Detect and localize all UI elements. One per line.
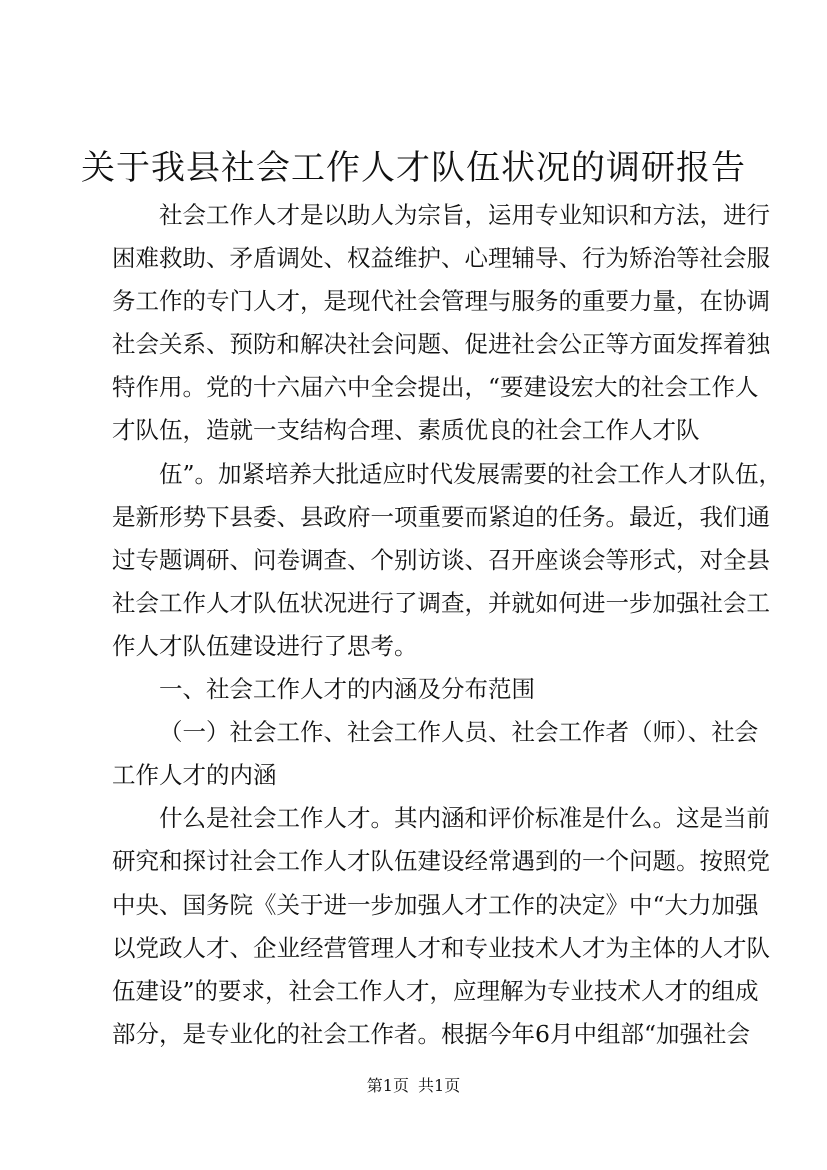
paragraph-line: 困难救助、矛盾调处、权益维护、心理辅导、行为矫治等社会服	[112, 244, 770, 273]
paragraph-line: 社会工作人才队伍状况进行了调查，并就如何进一步加强社会工	[112, 588, 770, 617]
paragraph-line: 中央、国务院《关于进一步加强人才工作的决定》中“大力加强	[112, 890, 759, 919]
paragraph-line: 研究和探讨社会工作人才队伍建设经常遇到的一个问题。按照党	[112, 847, 770, 876]
paragraph-line: 以党政人才、企业经营管理人才和专业技术人才为主体的人才队	[112, 933, 770, 962]
subsection-heading: 工作人才的内涵	[112, 761, 277, 790]
paragraph-line: 务工作的专门人才，是现代社会管理与服务的重要力量，在协调	[112, 287, 770, 316]
paragraph-line: 伍”。加紧培养大批适应时代发展需要的社会工作人才队伍，	[159, 459, 783, 488]
paragraph-line: 社会工作人才是以助人为宗旨，运用专业知识和方法，进行	[159, 201, 770, 229]
paragraph-line: 伍建设”的要求，社会工作人才，应理解为专业技术人才的组成	[112, 976, 759, 1005]
subsection-heading: （一）社会工作、社会工作人员、社会工作者（师）、社会	[159, 718, 759, 747]
paragraph-line: 特作用。党的十六届六中全会提出，“要建设宏大的社会工作人	[112, 373, 759, 402]
section-heading: 一、社会工作人才的内涵及分布范围	[159, 675, 535, 704]
paragraph-line: 作人才队伍建设进行了思考。	[112, 631, 418, 660]
document-body	[112, 194, 783, 1056]
paragraph-line: 才队伍，造就一支结构合理、素质优良的社会工作人才队	[112, 416, 700, 445]
page-number: 第1页	[366, 1076, 409, 1095]
paragraph-line: 是新形势下县委、县政府一项重要而紧迫的任务。最近，我们通	[112, 502, 770, 531]
paragraph-line: 什么是社会工作人才。其内涵和评价标准是什么。这是当前	[159, 804, 770, 833]
page-total: 共1页	[418, 1076, 461, 1095]
paragraph-line: 社会关系、预防和解决社会问题、促进社会公正等方面发挥着独	[112, 330, 770, 359]
page-footer	[0, 1076, 827, 1096]
document-title: 关于我县社会工作人才队伍状况的调研报告	[81, 148, 746, 188]
paragraph-line: 过专题调研、问卷调查、个别访谈、召开座谈会等形式，对全县	[112, 545, 770, 574]
paragraph-line: 部分，是专业化的社会工作者。根据今年6月中组部“加强社会	[112, 1019, 750, 1048]
